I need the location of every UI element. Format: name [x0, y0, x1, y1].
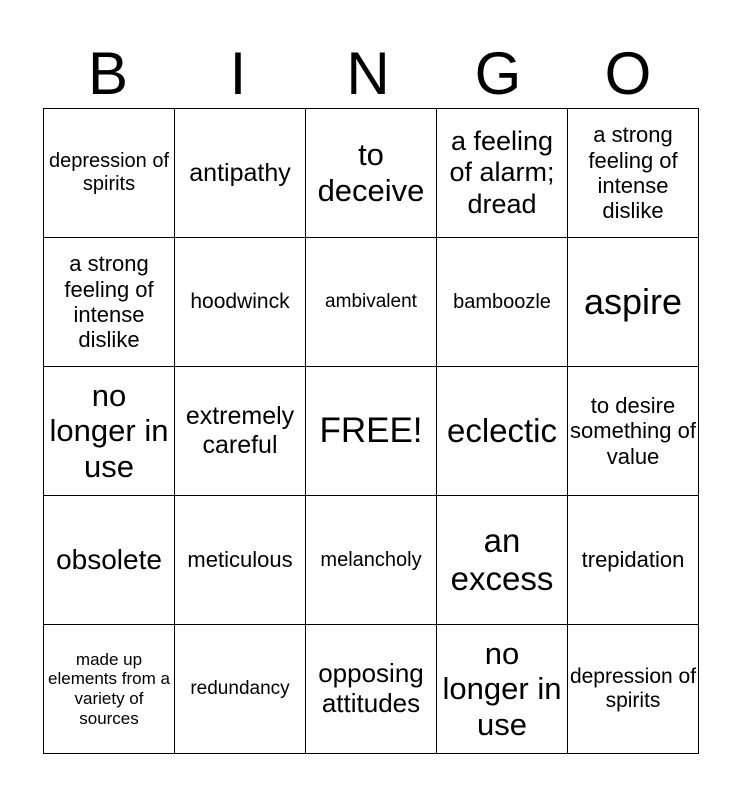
bingo-cell: no longer in use [44, 367, 175, 496]
bingo-cell: depression of spirits [568, 625, 699, 754]
bingo-cell: FREE! [306, 367, 437, 496]
board-row [44, 496, 699, 625]
board-row [44, 625, 699, 754]
bingo-cell: hoodwinck [175, 238, 306, 367]
bingo-cell: no longer in use [437, 625, 568, 754]
board-row [44, 367, 699, 496]
bingo-cell: depression of spirits [44, 109, 175, 238]
bingo-cell: antipathy [175, 109, 306, 238]
bingo-cell: a strong feeling of intense dislike [568, 109, 699, 238]
bingo-cell: made up elements from a variety of sources [44, 625, 175, 754]
bingo-cell: obsolete [44, 496, 175, 625]
bingo-cell: melancholy [306, 496, 437, 625]
board-row [44, 238, 699, 367]
bingo-cell: eclectic [437, 367, 568, 496]
bingo-cell: bamboozle [437, 238, 568, 367]
header-letter-b: B [87, 40, 129, 107]
bingo-cell: ambivalent [306, 238, 437, 367]
bingo-header [43, 40, 693, 108]
board-row [44, 109, 699, 238]
bingo-cell: meticulous [175, 496, 306, 625]
header-letter-g: G [474, 40, 522, 107]
bingo-cell: to deceive [306, 109, 437, 238]
header-letter-o: O [604, 40, 652, 107]
bingo-cell: redundancy [175, 625, 306, 754]
bingo-cell: opposing attitudes [306, 625, 437, 754]
bingo-cell: trepidation [568, 496, 699, 625]
bingo-cell: aspire [568, 238, 699, 367]
header-letter-n: N [346, 40, 390, 107]
bingo-cell: a strong feeling of intense dislike [44, 238, 175, 367]
bingo-cell: to desire something of value [568, 367, 699, 496]
bingo-board [43, 108, 699, 754]
header-letter-i: I [229, 40, 247, 107]
bingo-cell: extremely careful [175, 367, 306, 496]
bingo-cell: an excess [437, 496, 568, 625]
bingo-cell: a feeling of alarm; dread [437, 109, 568, 238]
